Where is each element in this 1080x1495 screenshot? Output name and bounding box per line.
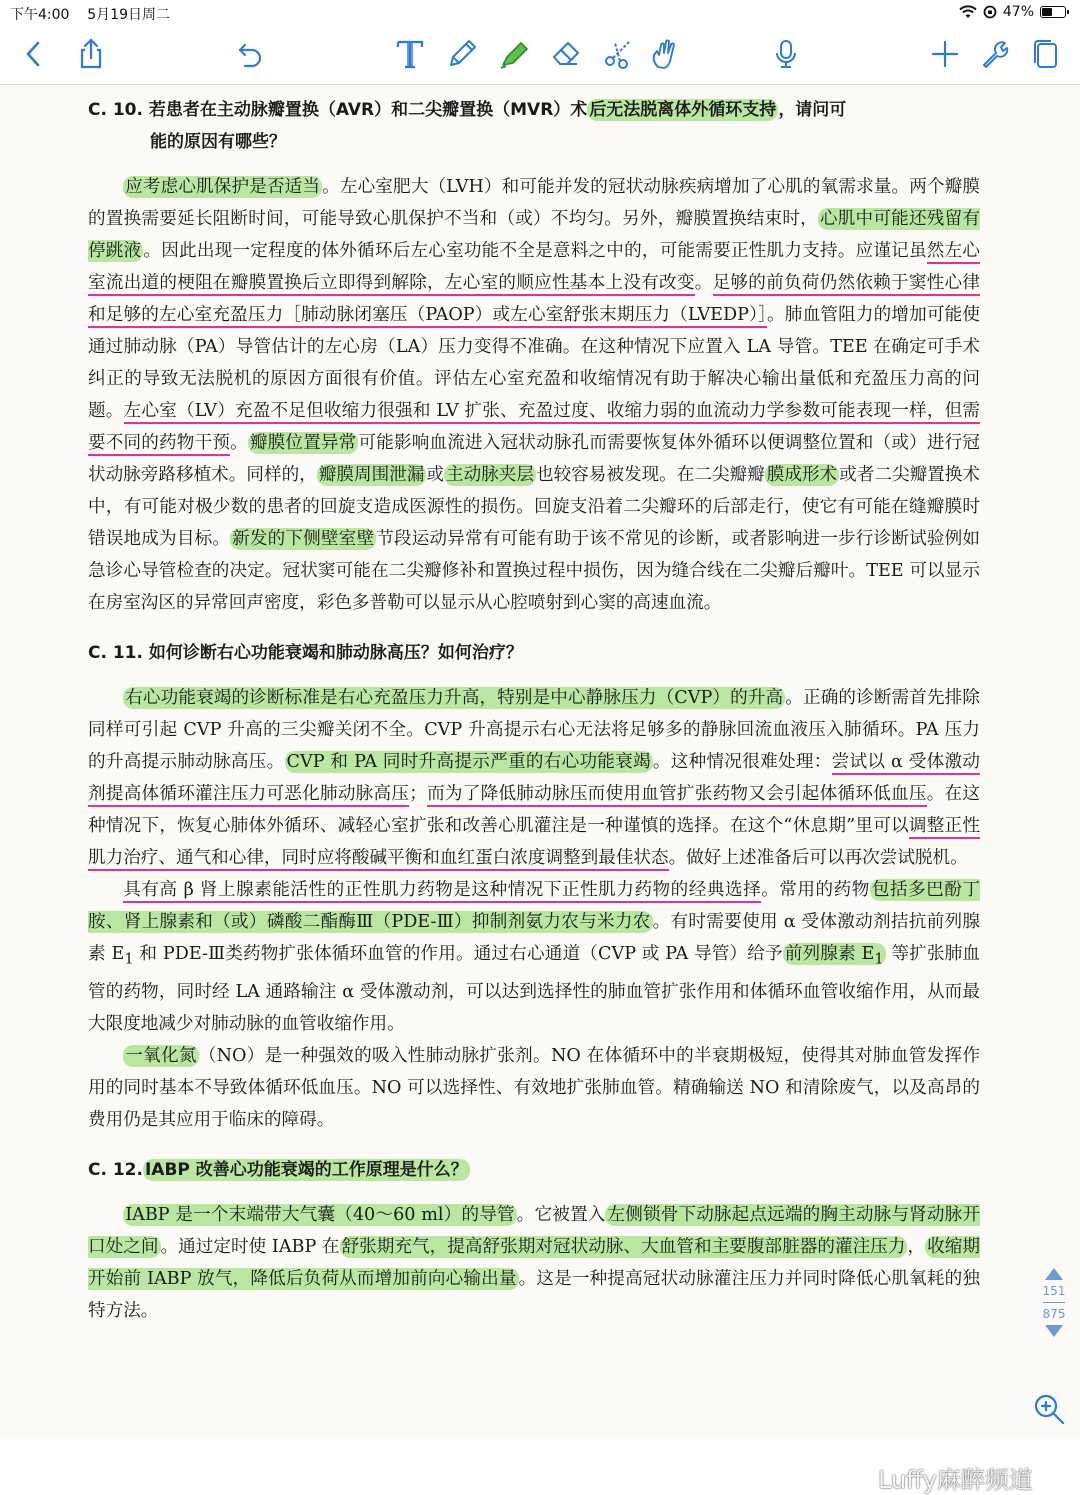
text-run: 。这是一种提高冠状动脉灌注压力并同时降低心肌氧耗的独特方法。 bbox=[88, 1268, 980, 1321]
question-text: 能的原因有哪些？ bbox=[150, 132, 286, 152]
underline: 足够的前负荷仍然依赖于窦性心律和足够的左心室充盈压力［肺动脉闭塞压（PAOP）或左心室舒张末期压力（LVEDP）］ bbox=[88, 273, 980, 328]
question-text: ，请问可 bbox=[778, 100, 847, 120]
highlight: IABP 是一个末端带大气囊（40～60 ml）的导管 bbox=[125, 1204, 515, 1225]
text-run: 。 bbox=[230, 433, 248, 453]
text-run: 。左心室肥大（LVH）和可能并发的冠状动脉疾病增加了心肌的氧需求量。两个瓣膜的置换需要延长阻断时间，可能导致心肌保护不当和（或）不均匀。另外，瓣膜置换结束时， bbox=[88, 177, 980, 229]
subscript: 1 bbox=[874, 950, 884, 968]
text-run: ； bbox=[409, 784, 427, 804]
highlight: 新发的下侧壁室壁 bbox=[232, 529, 375, 549]
highlight: 主动脉夹层 bbox=[445, 465, 534, 485]
watermark-text: Luffy麻醉频道 bbox=[878, 1466, 1033, 1494]
text-run: 和 PDE-Ⅲ类药物扩张体循环血管的作用。通过右心通道（CVP 或 PA 导管）给予 bbox=[133, 944, 783, 964]
text-run: 等扩张肺血管的药物，同时经 LA 通路输注 α 受体激动剂，可以达到选择性的肺血管扩张作用和体循环血管收缩作用，从而最大限度地减少对肺动脉的血管收缩作用。 bbox=[88, 944, 981, 1034]
scissors-icon[interactable] bbox=[598, 34, 638, 74]
text-run: 。这种情况很难处理： bbox=[652, 752, 832, 772]
text-run: 。正确的诊断需首先排除同样可引起 CVP 升高的三尖瓣关闭不全。CVP 升高提示右心无法将足够多的静脉回流血液压入肺循环。PA 压力的升高提示肺动脉高压。 bbox=[88, 688, 980, 772]
highlight: 应考虑心肌保护是否适当 bbox=[125, 177, 321, 197]
status-right bbox=[959, 4, 1066, 20]
status-time: 下午4:00 bbox=[10, 7, 70, 23]
answer-c11-p1 bbox=[88, 682, 980, 874]
status-date: 5月19日周二 bbox=[87, 7, 170, 23]
total-pages: 875 bbox=[1042, 1307, 1066, 1321]
eraser-icon[interactable] bbox=[546, 34, 586, 74]
status-left bbox=[10, 4, 170, 24]
text-run: 可能影响血流进入冠状动脉孔而需要恢复体外循环以便调整位置和（或）进行冠状动脉旁路移植术。同样的， bbox=[88, 433, 980, 485]
text-run: 。常用的药物 bbox=[761, 880, 870, 900]
answer-c10 bbox=[88, 171, 980, 619]
text-run: 。在这种情况下，恢复心肺体外循环、减轻心室扩张和改善心肌灌注是一种谨慎的选择。在这个“休息期”里可以 bbox=[88, 784, 980, 836]
highlight bbox=[783, 943, 886, 968]
question-c11 bbox=[88, 637, 980, 669]
battery-icon bbox=[1040, 6, 1066, 18]
underline: 左心室（LV）充盈不足但收缩力很强和 LV 扩张、充盈过度、收缩力弱的血流动力学参数可能表现一样，但需要不同的药物干预 bbox=[88, 401, 980, 456]
highlight: 膜成形术 bbox=[766, 465, 838, 485]
answer-c12 bbox=[88, 1199, 980, 1327]
toolbar bbox=[0, 26, 1080, 85]
text-run: 。做好上述准备后可以再次尝试脱机。 bbox=[668, 848, 968, 868]
text-icon[interactable] bbox=[390, 34, 430, 74]
microphone-icon[interactable] bbox=[766, 34, 806, 74]
underline: 而为了降低肺动脉压而使用血管扩张药物又会引起体循环低血压 bbox=[427, 784, 927, 807]
highlight: 包括多巴酚丁胺、肾上腺素和（或）磷酸二酯酶Ⅲ（PDE-Ⅲ）抑制剂氨力农与米力农 bbox=[88, 880, 980, 932]
wrench-icon[interactable] bbox=[975, 34, 1015, 74]
question-c12 bbox=[88, 1154, 980, 1186]
question-text: 若患者在主动脉瓣置换（AVR）和二尖瓣置换（MVR）术 bbox=[148, 100, 588, 120]
status-bar bbox=[0, 0, 1080, 26]
underline: 尝试以 α 受体激动剂提高体循环灌注压力可恶化肺动脉高压 bbox=[88, 752, 980, 807]
hand-icon[interactable] bbox=[645, 34, 685, 74]
add-icon[interactable] bbox=[925, 34, 965, 74]
watermark bbox=[840, 1460, 1033, 1495]
share-icon[interactable] bbox=[71, 34, 111, 74]
question-text: 如何诊断右心功能衰竭和肺动脉高压？如何治疗？ bbox=[148, 643, 523, 663]
question-number: C. 12. bbox=[88, 1159, 143, 1180]
pen-icon[interactable] bbox=[442, 34, 482, 74]
underline: 调整正性肌力治疗、通气和心律，同时应将酸碱平衡和血红蛋白浓度调整到最佳状态 bbox=[88, 816, 980, 871]
zoom-icon[interactable] bbox=[1032, 1392, 1066, 1426]
highlight: CVP 和 PA 同时升高提示严重的右心功能衰竭 bbox=[286, 752, 651, 772]
pages-icon[interactable] bbox=[1026, 34, 1066, 74]
text-run: 前列腺素 E bbox=[784, 944, 875, 964]
page-up-icon[interactable] bbox=[1045, 1268, 1063, 1280]
highlight: 瓣膜位置异常 bbox=[249, 433, 357, 453]
text-run: 或者二尖瓣置换术中，有可能对极少数的患者的回旋支造成医源性的损伤。回旋支沿着二尖瓣环的后部走行，使它有可能在缝瓣膜时错误地成为目标。 bbox=[88, 465, 980, 549]
question-c10 bbox=[88, 94, 980, 126]
text-run: 也较容易被发现。在二尖瓣瓣 bbox=[535, 465, 765, 485]
text-run: 节段运动异常有可能有助于该不常见的诊断，或者影响进一步行诊断试验例如急诊心导管检查的决定。冠状窦可能在二尖瓣修补和置换过程中损伤，因为缝合线在二尖瓣后瓣叶。TEE 可以显示在房室沟区的异常回声密度，彩色多普勒可以显示从心腔喷射到心窦的高速血流。 bbox=[88, 529, 980, 613]
highlight: 瓣膜周围泄漏 bbox=[318, 465, 425, 485]
answer-c11-p2 bbox=[88, 874, 980, 1040]
wifi-icon bbox=[959, 5, 977, 19]
answer-c11-p3 bbox=[88, 1040, 980, 1136]
text-run: 。肺血管阻力的增加可能使通过肺动脉（PA）导管估计的左心房（LA）压力变得不准确。在这种情况下应置入 LA 导管。TEE 在确定可手术纠正的导致无法脱机的原因方面很有价值。评估左心室充盈和收缩情况有助于解决心输出量低和充盈压力高的问题。 bbox=[88, 305, 980, 421]
highlight: 左侧锁骨下动脉起点远端的胸主动脉与肾动脉开口处之间 bbox=[88, 1204, 980, 1257]
text-run: 。 bbox=[694, 273, 713, 293]
chat-bubble-icon bbox=[840, 1465, 872, 1491]
orientation-lock-icon bbox=[983, 5, 997, 19]
document-page[interactable] bbox=[0, 86, 1080, 1494]
text-run: 。因此出现一定程度的体外循环后左心室功能不全是意料之中的，可能需要正性肌力支持。应谨记虽 bbox=[143, 241, 927, 261]
subscript: 1 bbox=[124, 950, 134, 968]
highlight: 后无法脱离体外循环支持 bbox=[589, 100, 777, 120]
question-number: C. 11. bbox=[88, 643, 143, 663]
question-c10-cont bbox=[88, 126, 980, 158]
text-run: ， bbox=[907, 1236, 926, 1257]
highlight: 一氧化氮 bbox=[125, 1045, 197, 1066]
pager-divider bbox=[1043, 1302, 1065, 1303]
page-down-icon[interactable] bbox=[1045, 1325, 1063, 1337]
undo-icon[interactable] bbox=[230, 34, 270, 74]
highlight: IABP 改善心功能衰竭的工作原理是什么？ bbox=[144, 1159, 468, 1180]
underline: 然左心室流出道的梗阻在瓣膜置换后立即得到解除，左心室的顺应性基本上没有改变 bbox=[88, 241, 980, 296]
text-run: （NO）是一种强效的吸入性肺动脉扩张剂。NO 在体循环中的半衰期极短，使得其对肺血管发挥作用的同时基本不导致体循环低血压。NO 可以选择性、有效地扩张肺血管。精确输送 NO 和清除废气，以及高昂的费用仍是其应用于临床的障碍。 bbox=[88, 1045, 980, 1130]
page-scroller[interactable] bbox=[1034, 1268, 1074, 1358]
highlight: 收缩期开始前 IABP 放气，降低后负荷从而增加前向心输出量 bbox=[88, 1236, 980, 1289]
text-run: 。它被置入 bbox=[516, 1204, 606, 1225]
back-icon[interactable] bbox=[14, 34, 54, 74]
highlight: 心肌中可能还残留有停跳液 bbox=[88, 209, 980, 261]
highlight: 舒张期充气，提高舒张期对冠状动脉、大血管和主要腹部脏器的灌注压力 bbox=[341, 1236, 906, 1257]
text-run: 。有时需要使用 α 受体激动剂拮抗前列腺素 E bbox=[88, 912, 980, 964]
document-content bbox=[88, 94, 980, 1327]
text-run: 或 bbox=[426, 465, 444, 485]
text-run: 。通过定时使 IABP 在 bbox=[160, 1236, 340, 1257]
battery-percent: 47% bbox=[1002, 4, 1034, 20]
underline: 具有高 β 肾上腺素能活性的正性肌力药物是这种情况下正性肌力药物的经典选择 bbox=[123, 880, 761, 903]
question-number: C. 10. bbox=[88, 100, 143, 120]
current-page: 151 bbox=[1042, 1284, 1066, 1298]
highlight: 右心功能衰竭的诊断标准是右心充盈压力升高，特别是中心静脉压力（CVP）的升高 bbox=[125, 688, 784, 708]
highlighter-icon[interactable] bbox=[494, 34, 534, 74]
